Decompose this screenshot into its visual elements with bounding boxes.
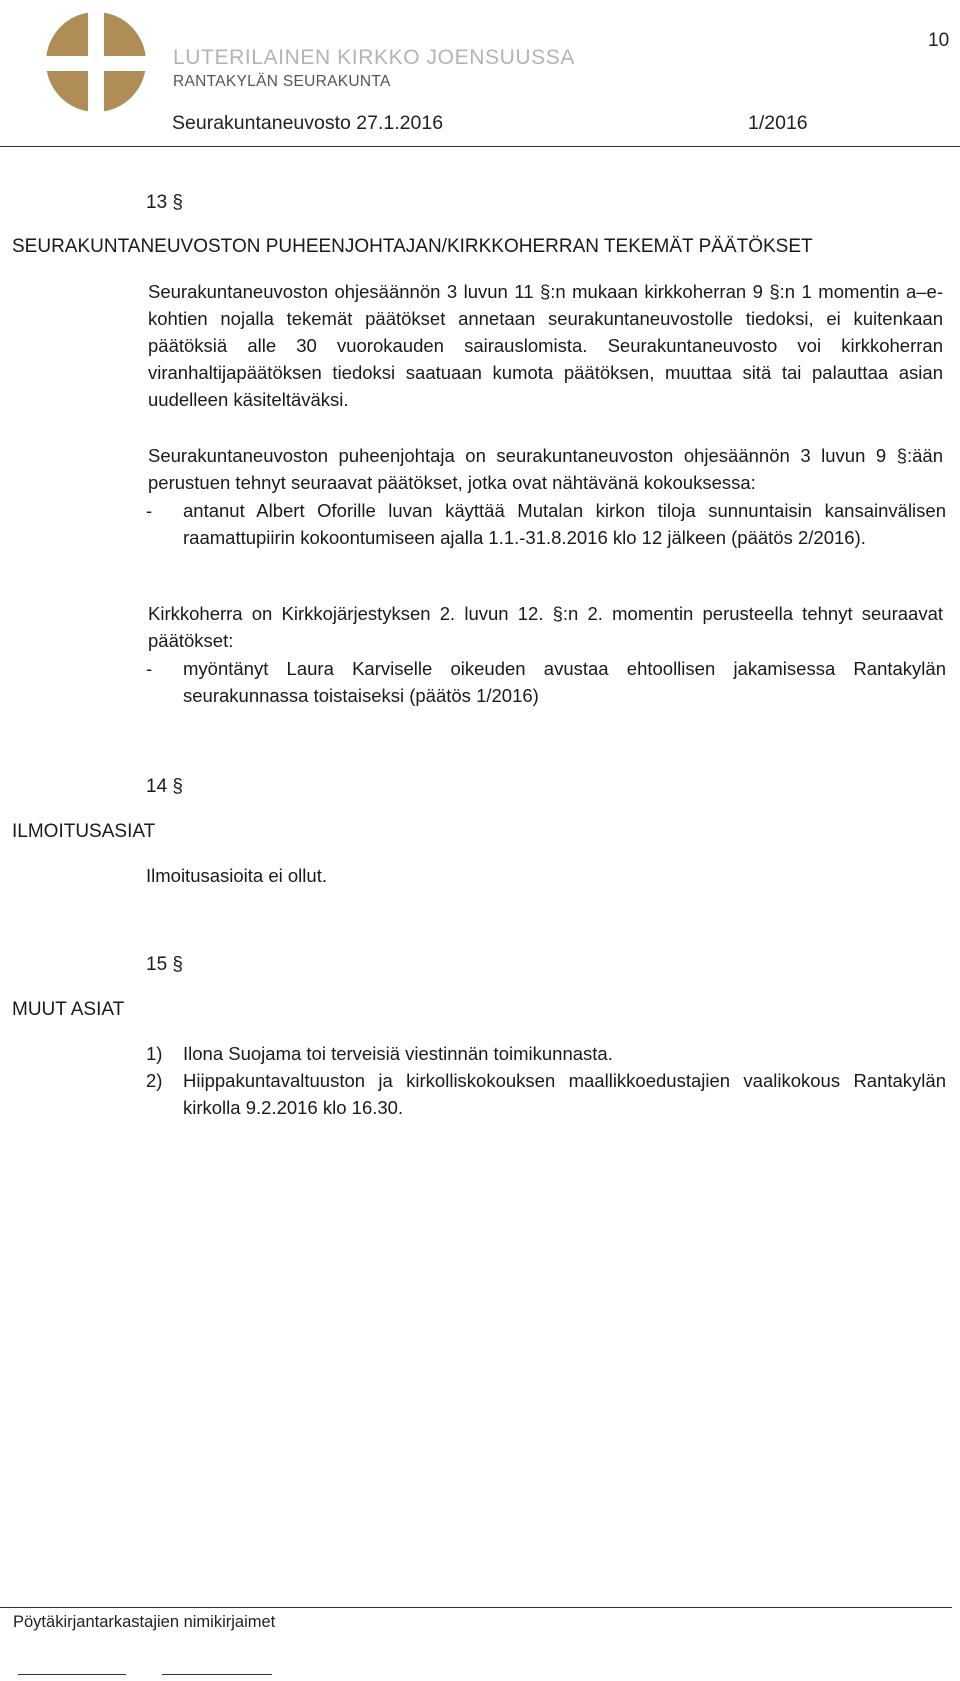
- list-number: 2): [146, 1070, 163, 1091]
- section-15-item-2: [146, 1067, 946, 1121]
- section-13-paragraph-3: Kirkkoherra on Kirkkojärjestyksen 2. luvun 12. §:n 2. momentin perusteella tehnyt seuraavat päätökset:: [148, 603, 943, 651]
- section-14-title: ILMOITUSASIAT: [12, 821, 156, 842]
- organization-name: LUTERILAINEN KIRKKO JOENSUUSSA: [173, 46, 575, 69]
- initials-line-2: [162, 1674, 272, 1675]
- minutes-number: 1/2016: [748, 112, 808, 134]
- section-13-paragraph-2: Seurakuntaneuvoston puheenjohtaja on seurakuntaneuvoston ohjesäännön 3 luvun 9 §:ään perustuen tehnyt seuraavat päätökset, jotka ovat nähtävänä kokouksessa:: [148, 445, 943, 493]
- initials-line-1: [18, 1674, 126, 1675]
- church-cross-logo-icon: [44, 10, 148, 114]
- section-15-item-1: [146, 1040, 946, 1067]
- section-13-title: SEURAKUNTANEUVOSTON PUHEENJOHTAJAN/KIRKKOHERRAN TEKEMÄT PÄÄTÖKSET: [12, 236, 813, 257]
- bullet-text: antanut Albert Oforille luvan käyttää Mutalan kirkon tiloja sunnuntaisin kansainvälisen raamattupiirin kokoontumiseen ajalla 1.1.-31.8.2016 klo 12 jälkeen (päätös 2/2016).: [183, 500, 946, 548]
- section-13-paragraph-1: Seurakuntaneuvoston ohjesäännön 3 luvun 11 §:n mukaan kirkkoherran 9 §:n 1 momentin a–e-kohtien nojalla tekemät päätökset annetaan seurakuntaneuvostolle tiedoksi, ei kuitenkaan päätöksiä alle 30 vuorokauden sairauslomista. Seurakuntaneuvosto voi kirkkoherran viranhaltijapäätöksen tiedoksi saatuaan kumota päätöksen, muuttaa sitä tai palauttaa asian uudelleen käsiteltäväksi.: [148, 281, 943, 410]
- list-item-text: Hiippakuntavaltuuston ja kirkolliskokouksen maallikkoedustajien vaalikokous Rantakylän kirkolla 9.2.2016 klo 16.30.: [183, 1070, 946, 1118]
- parish-name: RANTAKYLÄN SEURAKUNTA: [173, 73, 391, 90]
- section-15-title: MUUT ASIAT: [12, 999, 125, 1020]
- list-number: 1): [146, 1043, 163, 1064]
- section-14-body: Ilmoitusasioita ei ollut.: [146, 865, 327, 886]
- footer-initials-label: Pöytäkirjantarkastajien nimikirjaimet: [13, 1613, 276, 1631]
- section-13-bullet-1: [146, 497, 946, 551]
- list-item-text: Ilona Suojama toi terveisiä viestinnän toimikunnasta.: [183, 1043, 613, 1064]
- bullet-mark: -: [146, 500, 153, 521]
- page-number: 10: [928, 30, 950, 51]
- meeting-title: Seurakuntaneuvosto 27.1.2016: [172, 112, 444, 134]
- header-divider: [0, 146, 960, 147]
- bullet-mark: -: [146, 658, 153, 679]
- section-15-number: 15 §: [146, 954, 183, 975]
- section-13-number: 13 §: [146, 192, 183, 213]
- section-14-number: 14 §: [146, 776, 183, 797]
- bullet-text: myöntänyt Laura Karviselle oikeuden avustaa ehtoollisen jakamisessa Rantakylän seurakunnassa toistaiseksi (päätös 1/2016): [183, 658, 946, 706]
- footer-divider: [0, 1607, 952, 1608]
- section-13-bullet-2: [146, 655, 946, 709]
